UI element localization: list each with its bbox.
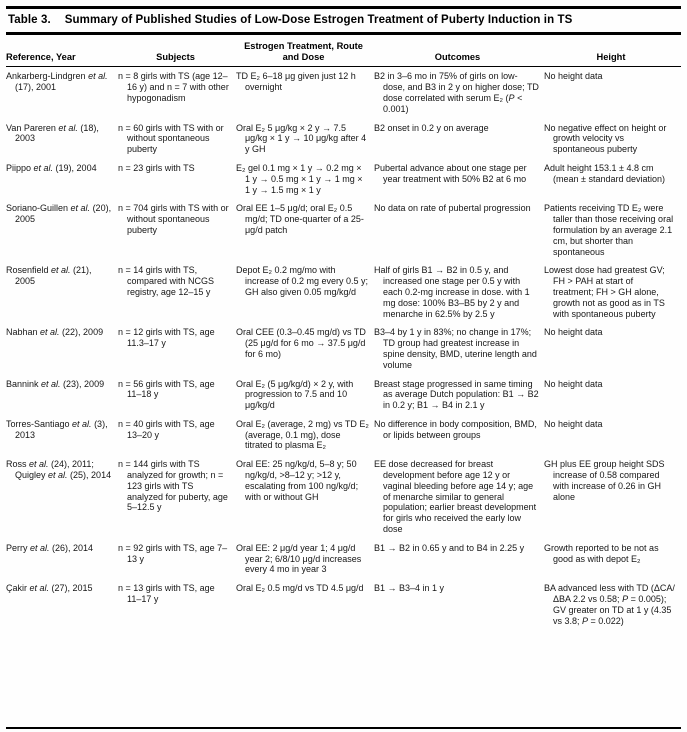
outcomes-cell [374,456,544,540]
table-row [6,540,681,580]
subjects-cell [118,324,236,375]
table-row [6,200,681,262]
outcomes-cell [374,324,544,375]
reference-cell-text: Rosenfield et al. (21), 2005 [6,265,92,287]
height-cell-text: No height data [544,71,603,82]
subjects-cell [118,416,236,456]
height-cell [544,200,681,262]
reference-cell-text: Bannink et al. (23), 2009 [6,378,105,389]
treatment-cell-text: E₂ gel 0.1 mg × 1 y → 0.2 mg × 1 y → 0.5 mg × 1 y → 1 mg × 1 y → 1.5 mg × 1 y [236,162,363,195]
table-row [6,262,681,324]
treatment-cell-text: Depot E₂ 0.2 mg/mo with increase of 0.2 mg every 0.5 y; GH also given 0.05 mg/kg/d [236,265,369,297]
treatment-cell [236,160,374,200]
outcomes-cell-text: No difference in body composition, BMD, or lipids between groups [374,418,537,440]
outcomes-cell [374,376,544,416]
subjects-cell [118,376,236,416]
col-header-height: Height [544,35,681,67]
outcomes-cell-text: Half of girls B1 → B2 in 0.5 y, and increased one stage per 0.5 y with each 0.2-mg increase in dose. with 1 mg dose: 100% B3–B5 by 2 y and menarche in 62.5% by 2.5 y [374,265,530,319]
col-header-outcomes: Outcomes [374,35,544,67]
outcomes-cell-text: B1 → B2 in 0.65 y and to B4 in 2.25 y [374,542,525,553]
reference-cell [6,540,118,580]
table-row [6,580,681,631]
treatment-cell-text: Oral E₂ 5 μg/kg × 2 y → 7.5 μg/kg × 1 y → 10 μg/kg after 4 y GH [236,122,367,155]
table-title [6,6,681,35]
height-cell [544,120,681,160]
subjects-cell [118,160,236,200]
height-cell [544,456,681,540]
subjects-cell-text: n = 56 girls with TS, age 11–18 y [118,378,215,400]
subjects-cell [118,200,236,262]
subjects-cell-text: n = 144 girls with TS analyzed for growth; n = 123 girls with TS analyzed for puberty, age 5–12.5 y [118,459,228,513]
height-cell-text: Patients receiving TD E₂ were taller than those receiving oral formulation by an average 2.1 cm, but shorter than spontaneous [544,203,674,257]
treatment-cell-text: TD E₂ 6–18 μg given just 12 h overnight [236,71,356,93]
treatment-cell [236,67,374,120]
height-cell [544,540,681,580]
paper-table-page [0,6,687,631]
outcomes-cell-text: B2 in 3–6 mo in 75% of girls on low-dose, and B3 in 2 y on higher dose; TD dose correlated with serum E₂ (P < 0.001) [374,71,539,114]
table-row [6,324,681,375]
subjects-cell-text: n = 14 girls with TS, compared with NCGS registry, age 12–15 y [118,265,215,297]
reference-cell [6,376,118,416]
table-row [6,160,681,200]
reference-cell-text: Torres-Santiago et al. (3), 2013 [6,418,108,440]
treatment-cell [236,376,374,416]
outcomes-cell [374,160,544,200]
outcomes-cell-text: EE dose decreased for breast development before age 12 y or vaginal bleeding before age 14 y; age of menarche similar to general population; earlier breast development for girls who received the early low dose [374,459,537,535]
table-number-label: Table 3. [8,14,51,26]
outcomes-cell [374,120,544,160]
table-body [6,67,681,632]
subjects-cell-text: n = 12 girls with TS, age 11.3–17 y [118,327,215,349]
treatment-cell [236,200,374,262]
subjects-cell-text: n = 704 girls with TS with or without spontaneous puberty [118,203,229,235]
table-header [6,35,681,67]
reference-cell [6,324,118,375]
reference-cell-text: Çakir et al. (27), 2015 [6,583,93,594]
treatment-cell-text: Oral EE: 2 μg/d year 1; 4 μg/d year 2; 6/8/10 μg/d increases every 4 mo in year 3 [236,542,362,575]
table-row [6,376,681,416]
treatment-cell-text: Oral E₂ 0.5 mg/d vs TD 4.5 μg/d [236,583,364,594]
height-cell [544,416,681,456]
reference-cell-text: Van Pareren et al. (18), 2003 [6,122,99,144]
col-header-reference: Reference, Year [6,35,118,67]
subjects-cell-text: n = 60 girls with TS with or without spontaneous puberty [118,122,224,155]
table-row [6,416,681,456]
height-cell-text: No height data [544,327,603,338]
outcomes-cell [374,262,544,324]
height-cell-text: No negative effect on height or growth velocity vs spontaneous puberty [544,122,667,155]
treatment-cell-text: Oral CEE (0.3–0.45 mg/d) vs TD (25 μg/d for 6 mo → 37.5 μg/d for 6 mo) [236,327,366,359]
height-cell [544,160,681,200]
outcomes-cell [374,200,544,262]
outcomes-cell-text: B1 → B3–4 in 1 y [374,583,445,594]
height-cell-text: No height data [544,378,603,389]
treatment-cell-text: Oral E₂ (5 μg/kg/d) × 2 y, with progression to 7.5 and 10 μg/kg/d [236,378,354,411]
col-header-treatment: Estrogen Treatment, Route and Dose [236,35,374,67]
subjects-cell-text: n = 92 girls with TS, age 7–13 y [118,542,228,564]
treatment-cell [236,456,374,540]
subjects-cell [118,456,236,540]
header-row [6,35,681,67]
height-cell-text: Growth reported to be not as good as with depot E₂ [544,542,659,564]
treatment-cell [236,120,374,160]
height-cell [544,580,681,631]
subjects-cell [118,67,236,120]
table-row [6,120,681,160]
outcomes-cell-text: Pubertal advance about one stage per year treatment with 50% B2 at 6 mo [374,162,527,184]
table-row [6,67,681,120]
reference-cell [6,120,118,160]
subjects-cell [118,580,236,631]
reference-cell-text: Perry et al. (26), 2014 [6,542,94,553]
reference-cell [6,160,118,200]
treatment-cell [236,262,374,324]
studies-table [6,35,681,631]
outcomes-cell [374,580,544,631]
table-row [6,456,681,540]
subjects-cell [118,262,236,324]
treatment-cell [236,540,374,580]
treatment-cell [236,416,374,456]
subjects-cell-text: n = 13 girls with TS, age 11–17 y [118,583,215,605]
subjects-cell-text: n = 8 girls with TS (age 12–16 y) and n = 7 with other hypogonadism [118,71,229,103]
outcomes-cell-text: B3–4 by 1 y in 83%; no change in 17%; TD group had greatest increase in spine density, BMD, uterine length and volume [374,327,537,370]
height-cell [544,67,681,120]
treatment-cell-text: Oral EE 1–5 μg/d; oral E₂ 0.5 mg/d; TD one-quarter of a 25-μg/d patch [236,203,364,235]
height-cell-text: Lowest dose had greatest GV; FH > PAH at start of treatment; FH > GH alone, growth not as good as in TS with spontaneous puberty [544,265,665,319]
height-cell [544,262,681,324]
table-bottom-rule [6,727,681,729]
reference-cell-text: Piippo et al. (19), 2004 [6,162,97,173]
subjects-cell [118,120,236,160]
reference-cell [6,580,118,631]
subjects-cell-text: n = 23 girls with TS [118,162,195,173]
subjects-cell-text: n = 40 girls with TS, age 13–20 y [118,418,215,440]
outcomes-cell [374,67,544,120]
outcomes-cell [374,540,544,580]
height-cell-text: Adult height 153.1 ± 4.8 cm (mean ± standard deviation) [544,162,665,184]
reference-cell [6,67,118,120]
outcomes-cell [374,416,544,456]
height-cell [544,324,681,375]
height-cell-text: No height data [544,418,603,429]
treatment-cell-text: Oral E₂ (average, 2 mg) vs TD E₂ (average, 0.1 mg), dose titrated to plasma E₂ [236,418,369,451]
reference-cell [6,416,118,456]
reference-cell [6,262,118,324]
treatment-cell [236,324,374,375]
reference-cell-text: Ross et al. (24), 2011; Quigley et al. (25), 2014 [6,459,112,481]
treatment-cell [236,580,374,631]
reference-cell-text: Ankarberg-Lindgren et al. (17), 2001 [6,71,108,93]
table-title-text: Summary of Published Studies of Low-Dose Estrogen Treatment of Puberty Induction in TS [64,14,573,26]
subjects-cell [118,540,236,580]
reference-cell [6,456,118,540]
height-cell [544,376,681,416]
treatment-cell-text: Oral EE: 25 ng/kg/d, 5–8 y; 50 ng/kg/d, >8–12 y; >12 y, escalating from 100 ng/kg/d; with or without GH [236,459,359,502]
outcomes-cell-text: B2 onset in 0.2 y on average [374,122,489,133]
col-header-subjects: Subjects [118,35,236,67]
height-cell-text: BA advanced less with TD (ΔCA/ΔBA 2.2 vs 0.58; P = 0.005); GV greater on TD at 1 y (4.35 vs 3.8; P = 0.022) [544,583,675,626]
height-cell-text: GH plus EE group height SDS increase of 0.58 compared with increase of 0.26 in GH alone [544,459,665,502]
outcomes-cell-text: No data on rate of pubertal progression [374,203,531,214]
reference-cell-text: Nabhan et al. (22), 2009 [6,327,104,338]
reference-cell [6,200,118,262]
reference-cell-text: Soriano-Guillen et al. (20), 2005 [6,203,112,225]
outcomes-cell-text: Breast stage progressed in same timing as average Dutch population: B1 → B2 in 0.2 y; B1 → B4 in 2.1 y [374,378,539,411]
